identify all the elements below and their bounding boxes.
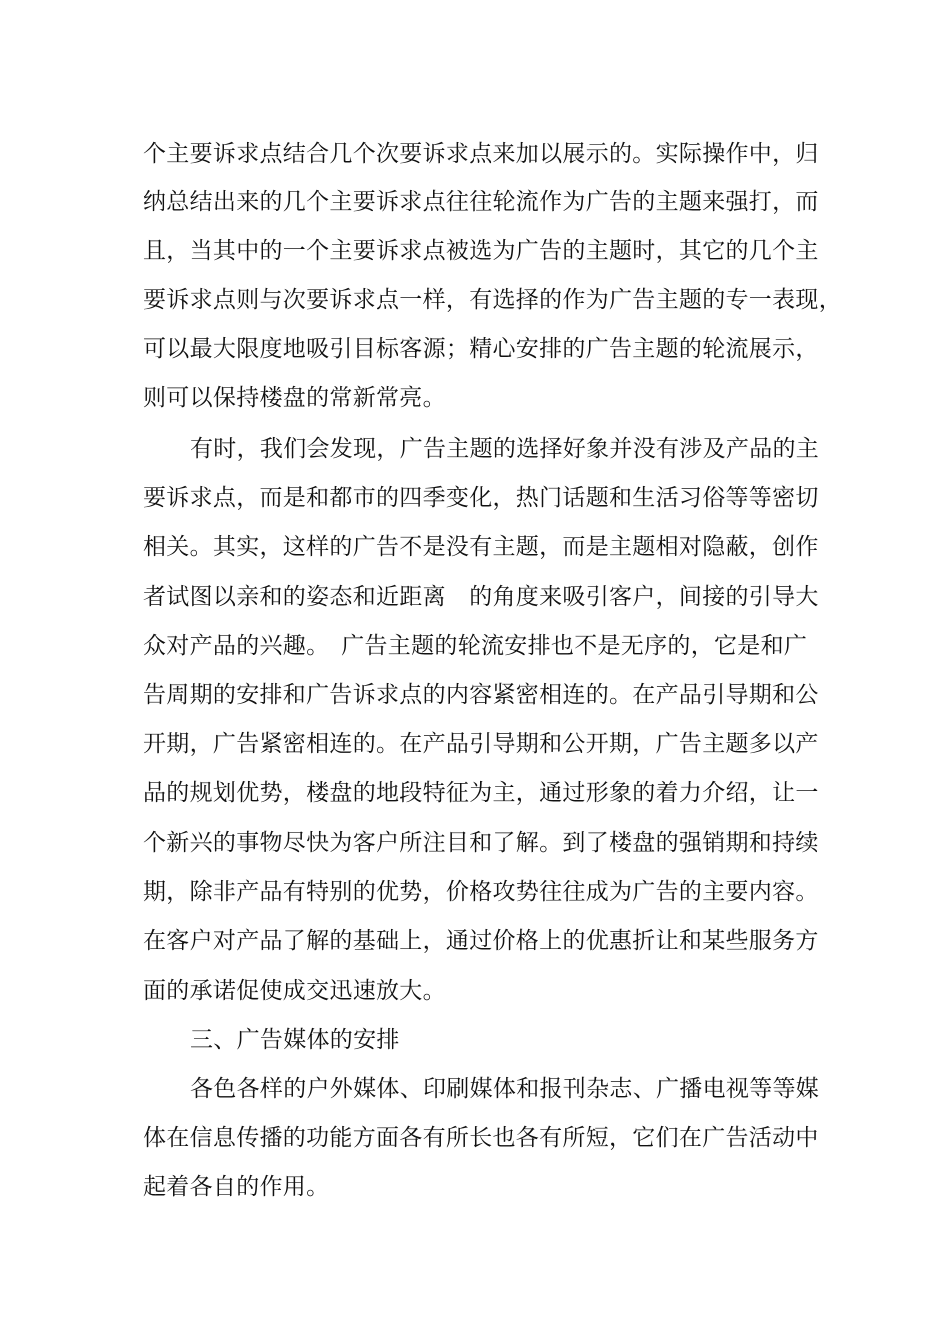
text-line-15: 个新兴的事物尽快为客户所注目和了解。到了楼盘的强销期和持续	[143, 830, 819, 856]
text-line-21: 体在信息传播的功能方面各有所长也各有所短，它们在广告活动中	[143, 1125, 819, 1151]
text-line-14: 品的规划优势，楼盘的地段特征为主，通过形象的着力介绍，让一	[143, 780, 819, 806]
text-line-5: 可以最大限度地吸引目标客源；精心安排的广告主题的轮流展示，	[143, 336, 819, 362]
text-line-3: 且，当其中的一个主要诉求点被选为广告的主题时，其它的几个主	[143, 238, 819, 264]
text-line-12: 告周期的安排和广告诉求点的内容紧密相连的。在产品引导期和公	[143, 682, 819, 708]
text-line-22: 起着各自的作用。	[143, 1174, 330, 1200]
text-line-8: 要诉求点，而是和都市的四季变化，热门话题和生活习俗等等密切	[143, 485, 819, 511]
text-line-17: 在客户对产品了解的基础上，通过价格上的优惠折让和某些服务方	[143, 928, 819, 954]
text-line-9: 相关。其实，这样的广告不是没有主题，而是主题相对隐蔽，创作	[143, 534, 819, 560]
paragraph-4-first-line: 各色各样的户外媒体、印刷媒体和报刊杂志、广播电视等等媒	[190, 1076, 820, 1102]
text-line-6: 则可以保持楼盘的常新常亮。	[143, 385, 446, 411]
text-line-1: 个主要诉求点结合几个次要诉求点来加以展示的。实际操作中，归	[143, 141, 819, 167]
text-line-13: 开期，广告紧密相连的。在产品引导期和公开期，广告主题多以产	[143, 731, 819, 757]
text-line-18: 面的承诺促使成交迅速放大。	[143, 978, 446, 1004]
text-line-2: 纳总结出来的几个主要诉求点往往轮流作为广告的主题来强打，而	[143, 189, 819, 215]
text-line-10: 者试图以亲和的姿态和近距离 的角度来吸引客户，间接的引导大	[143, 584, 819, 610]
text-line-11: 众对产品的兴趣。 广告主题的轮流安排也不是无序的，它是和广	[143, 633, 808, 659]
text-line-4: 要诉求点则与次要诉求点一样，有选择的作为广告主题的专一表现，	[143, 287, 842, 313]
paragraph-2-first-line: 有时，我们会发现，广告主题的选择好象并没有涉及产品的主	[190, 436, 820, 462]
text-line-16: 期，除非产品有特别的优势，价格攻势往往成为广告的主要内容。	[143, 879, 819, 905]
section-heading: 三、广告媒体的安排	[190, 1027, 400, 1053]
